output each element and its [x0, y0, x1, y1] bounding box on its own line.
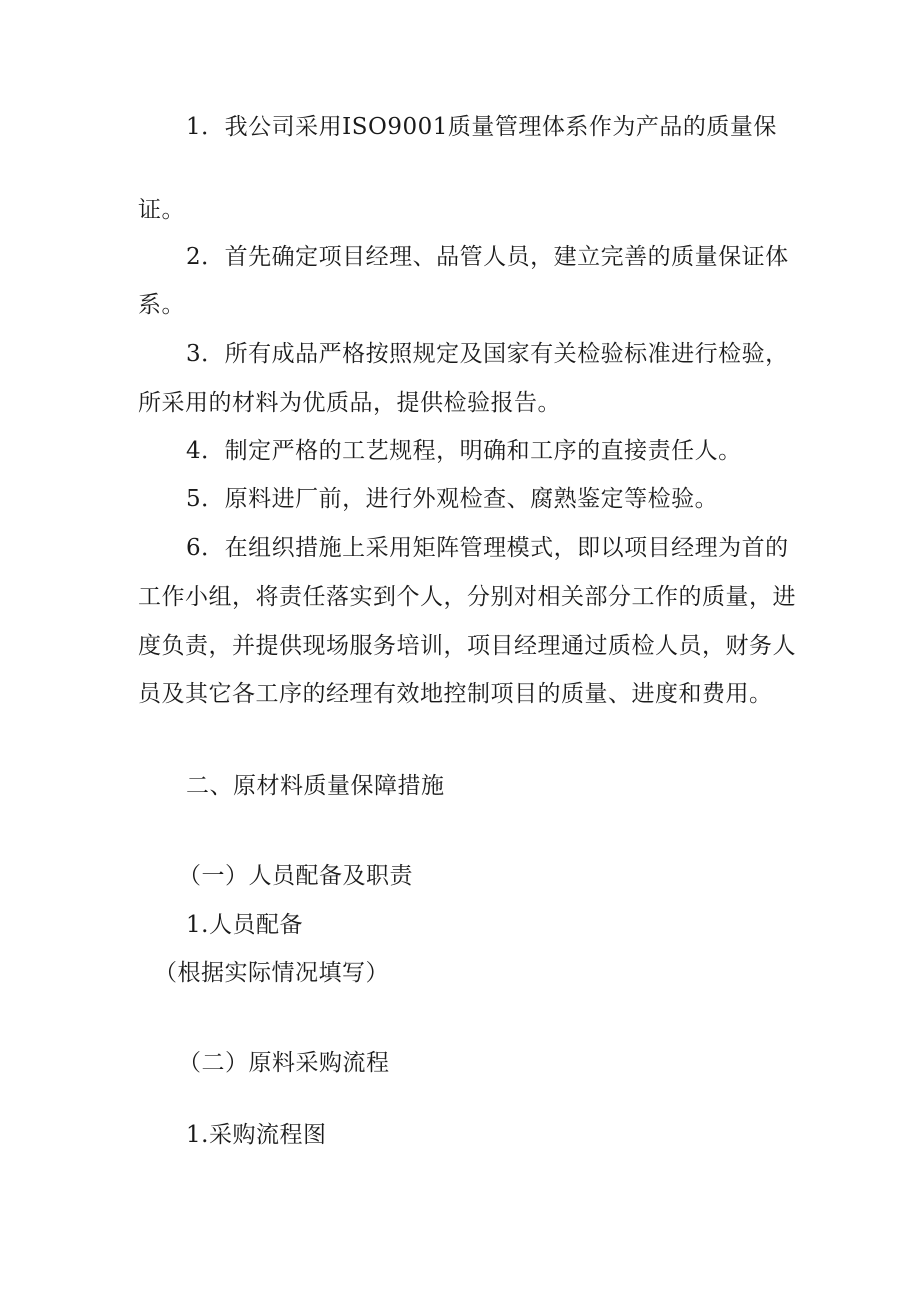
- paragraph-1-line-2: 证。: [138, 197, 185, 223]
- paragraph-6-line-3: 度负责，并提供现场服务培训，项目经理通过质检人员，财务人: [138, 633, 796, 659]
- paragraph-6-line-2: 工作小组，将责任落实到个人，分别对相关部分工作的质量，进: [138, 584, 796, 610]
- subsection-1-heading: （一）人员配备及职责: [178, 863, 413, 889]
- paragraph-5-line-1: 5．原料进厂前，进行外观检查、腐熟鉴定等检验。: [186, 486, 719, 512]
- section-heading: 二、原材料质量保障措施: [186, 773, 445, 799]
- paragraph-2-line-2: 系。: [138, 292, 185, 318]
- paragraph-3-line-1: 3．所有成品严格按照规定及国家有关检验标准进行检验，: [186, 341, 789, 367]
- paragraph-3-line-2: 所采用的材料为优质品，提供检验报告。: [138, 390, 561, 416]
- subsection-1-item: 1.人员配备: [186, 912, 303, 938]
- subsection-2-heading: （二）原料采购流程: [178, 1050, 390, 1076]
- paragraph-2-line-1: 2．首先确定项目经理、品管人员，建立完善的质量保证体: [186, 244, 789, 270]
- subsection-2-item: 1.采购流程图: [186, 1122, 327, 1148]
- paragraph-4-line-1: 4．制定严格的工艺规程，明确和工序的直接责任人。: [186, 438, 742, 464]
- subsection-1-note: （根据实际情况填写）: [154, 960, 389, 986]
- paragraph-1-line-1: 1．我公司采用ISO9001质量管理体系作为产品的质量保: [186, 114, 777, 140]
- paragraph-6-line-4: 员及其它各工序的经理有效地控制项目的质量、进度和费用。: [138, 681, 773, 707]
- paragraph-6-line-1: 6．在组织措施上采用矩阵管理模式，即以项目经理为首的: [186, 535, 789, 561]
